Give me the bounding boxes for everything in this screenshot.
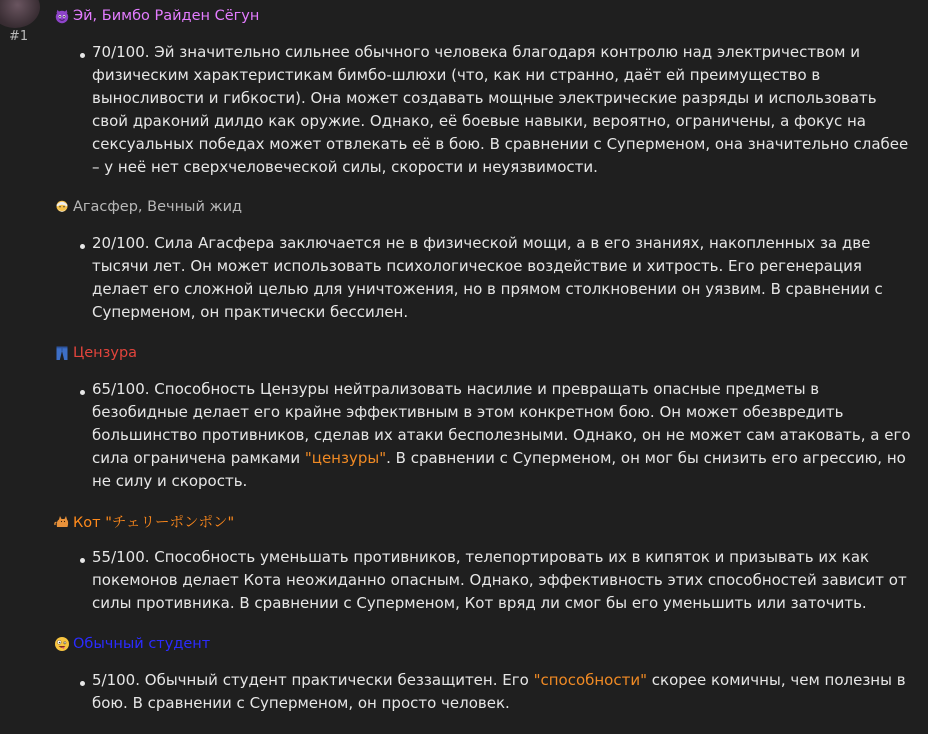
fighter-text (78, 669, 916, 715)
bullet (80, 390, 85, 395)
fighter-text (78, 378, 916, 493)
fighter-description (54, 41, 916, 179)
fighter-entry (54, 505, 916, 615)
fighter-name: Кот "チェリーポンポン" (73, 514, 235, 531)
cat-icon (54, 513, 70, 529)
purple-devil-icon (54, 8, 70, 24)
fighter-description (54, 378, 916, 493)
crazy-face-icon (54, 636, 70, 652)
fighter-entry (54, 628, 916, 715)
text-segment: . В сравнении с Суперменом, он мог бы снизить его агрессию, но не силу и скорость. (92, 449, 906, 490)
fighter-entry (54, 0, 916, 179)
fighter-header (54, 337, 916, 369)
bullet (80, 558, 85, 563)
fighter-header (54, 628, 916, 660)
bullet (80, 53, 85, 58)
bullet (80, 244, 85, 249)
fighter-name: Эй, Бимбо Райден Сёгун (73, 8, 260, 24)
message-index: #1 (9, 29, 29, 44)
fighter-description (54, 669, 916, 715)
text-segment: скорее комичны, чем полезны в бою. В сравнении с Суперменом, он просто человек. (92, 671, 906, 712)
fighter-name: Цензура (73, 345, 138, 361)
fighter-header (54, 191, 916, 223)
jeans-icon (54, 345, 70, 361)
text-segment: 5/100. Обычный студент практически беззащитен. Его (92, 671, 534, 689)
fighter-description (54, 232, 916, 324)
fighter-entry (54, 337, 916, 493)
fighter-header (54, 0, 916, 32)
fighter-name: Обычный студент (73, 636, 211, 652)
old-man-icon (54, 199, 70, 215)
avatar[interactable] (0, 0, 40, 28)
highlighted-term: "способности" (533, 671, 647, 689)
fighter-text: 20/100. Сила Агасфера заключается не в физической мощи, а в его знаниях, накопленных за две тысячи лет. Он может использовать психологическое воздействие и хитрость. Его регенерация делает его сложной целью для уничтожения, но в прямом столкновении он уязвим. В сравнении с Суперменом, он практически бессилен. (92, 234, 883, 321)
fighter-text: 70/100. Эй значительно сильнее обычного человека благодаря контролю над электричеством и физическим характеристикам бимбо-шлюхи (что, как ни странно, даёт ей преимущество в выносливости и гибкости). Она может создавать мощные электрические разряды и использовать свой драконий дилдо как оружие. Однако, её боевые навыки, вероятно, ограничены, а фокус на сексуальных победах может отвлекать её в бою. В сравнении с Суперменом, она значительно слабее – у неё нет сверхчеловеческой силы, скорости и неуязвимости. (92, 43, 909, 176)
highlighted-term: "цензуры" (304, 449, 387, 467)
message-gutter (0, 0, 50, 734)
fighter-text: 55/100. Способность уменьшать противников, телепортировать их в кипяток и призывать их как покемонов делает Кота неожиданно опасным. Однако, эффективность этих способностей зависит от силы противника. В сравнении с Суперменом, Кот вряд ли смог бы его уменьшить или заточить. (92, 548, 907, 612)
text-segment: 65/100. Способность Цензуры нейтрализовать насилие и превращать опасные предметы в безобидные делает его крайне эффективным в этом конкретном бою. Он может обезвредить большинство противников, сделав их атаки бесполезными. Однако, он не может сам атаковать, а его сила ограничена рамками (92, 380, 911, 467)
bullet (80, 681, 85, 686)
fighter-description (54, 546, 916, 615)
fighter-header (54, 505, 916, 537)
fighter-name: Агасфер, Вечный жид (73, 199, 243, 215)
fighter-entry (54, 191, 916, 324)
